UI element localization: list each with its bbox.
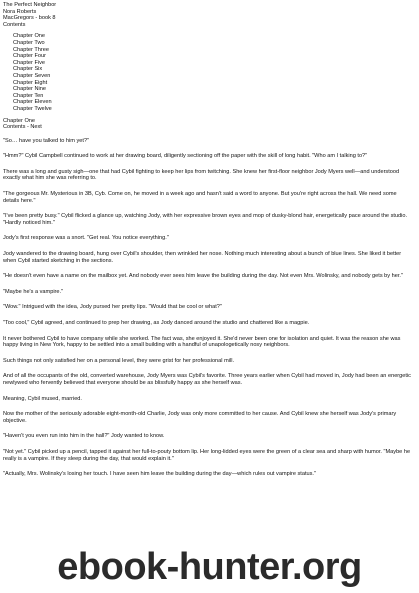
toc-link-chapter-ten[interactable]: Chapter Ten <box>13 92 44 99</box>
toc-link-chapter-three[interactable]: Chapter Three <box>13 46 49 53</box>
paragraph: "The gorgeous Mr. Mysterious in 3B, Cyb. Come on, he moved in a week ago and hasn't said a word to anyone. But you're right across the hall. We need some details here." <box>3 191 397 204</box>
chapter-title: Chapter One <box>3 117 36 124</box>
toc-link-chapter-eight[interactable]: Chapter Eight <box>13 79 48 86</box>
paragraph: It never bothered Cybil to have company while she worked. The fact was, she enjoyed it. She'd never been one for isolation and quiet. It was the reason she was happy living in New York, happy to be settled into a small building with a handful of unapologetically nosy neighbors. <box>3 335 401 349</box>
paragraph: "Too cool," Cybil agreed, and continued to prep her drawing, as Jody danced around the studio and chattered like a magpie. <box>3 320 310 326</box>
paragraph: "Hmm?" Cybil Campbell continued to work at her drawing board, diligently sectioning off the paper with the skill of long habit. "Who am I talking to?" <box>3 153 368 160</box>
toc-link-chapter-nine[interactable]: Chapter Nine <box>13 86 46 93</box>
toc-link-chapter-two[interactable]: Chapter Two <box>13 39 45 46</box>
paragraph: "Wow." Intrigued with the idea, Jody pursed her pretty lips. "Would that be cool or what?" <box>3 304 222 311</box>
toc-link-chapter-twelve[interactable]: Chapter Twelve <box>13 105 52 112</box>
chapter-nav-links[interactable]: Contents - Next <box>3 124 42 131</box>
paragraph: Jody wandered to the drawing board, hung over Cybil's shoulder, then wrinkled her nose. Nothing much interesting about a bunch of blue lines. She liked it better when Cybil started sketching in the sections. <box>3 251 402 264</box>
book-author: Nora Roberts <box>3 8 37 15</box>
paragraph: There was a long and gusty sigh—one that had Cybil fighting to keep her lips from twitching. She knew her first-floor neighbor Jody Myers well—and understood exactly what him she was referring to. <box>3 168 400 182</box>
paragraph: Meaning, Cybil mused, married. <box>3 395 82 402</box>
paragraph: "So… have you talked to him yet?" <box>3 137 90 144</box>
toc-link-chapter-one[interactable]: Chapter One <box>13 33 46 40</box>
paragraph: And of all the occupants of the old, converted warehouse, Jody Myers was Cybil's favorite. Three years earlier when Cybil had moved in, Jody had been an energetic newlywed who fervently believed that everyone should be as blissfully happy as she herself was. <box>3 373 411 386</box>
toc-link-chapter-four[interactable]: Chapter Four <box>13 53 46 60</box>
watermark-text: ebook-hunter.org <box>57 545 362 588</box>
paragraph: "Haven't you even run into him in the hall?" Jody wanted to know. <box>3 433 165 440</box>
contents-heading: Contents <box>3 21 26 28</box>
book-series: MacGregors - book 8 <box>3 15 56 22</box>
toc-link-chapter-six[interactable]: Chapter Six <box>13 66 43 73</box>
chapter-body <box>3 138 412 478</box>
book-header <box>3 2 412 28</box>
paragraph: Such things not only satisfied her on a personal level, they were grist for her professional mill. <box>3 357 235 364</box>
document-page <box>3 2 412 487</box>
paragraph: "Maybe he's a vampire." <box>3 288 64 295</box>
paragraph: "Not yet." Cybil picked up a pencil, tapped it against her full-to-pouty bottom lip. Her long-lidded eyes were the green of a clear sea and sharp with humor. "Maybe he really is a vampire. If they sleep during the day, that would explain it." <box>3 448 411 462</box>
paragraph: Now the mother of the seriously adorable eight-month-old Charlie, Jody was only more committed to her cause. And Cybil knew she herself was Jody's primary objective. <box>3 411 397 424</box>
paragraph: "He doesn't even have a name on the mailbox yet. And nobody ever sees him leave the building during the day. Not even Mrs. Wolinsky, and nobody gets by her." <box>3 273 403 280</box>
paragraph: Jody's first response was a snort. "Get real. You notice everything." <box>3 235 169 242</box>
toc-link-chapter-eleven[interactable]: Chapter Eleven <box>13 99 52 106</box>
table-of-contents <box>13 33 412 112</box>
paragraph: "I've been pretty busy." Cybil flicked a glance up, watching Jody, with her expressive brown eyes and mop of dusky-blond hair, energetically pace around the studio. "Hardly noticed him." <box>3 213 408 226</box>
chapter-header <box>3 118 412 131</box>
watermark-overlay <box>0 540 419 593</box>
book-title: The Perfect Neighbor <box>3 2 57 8</box>
toc-link-chapter-five[interactable]: Chapter Five <box>13 59 46 66</box>
toc-link-chapter-seven[interactable]: Chapter Seven <box>13 72 51 79</box>
paragraph: "Actually, Mrs. Wolinsky's losing her touch. I have seen him leave the building during the day—which rules out vampire status." <box>3 471 316 478</box>
